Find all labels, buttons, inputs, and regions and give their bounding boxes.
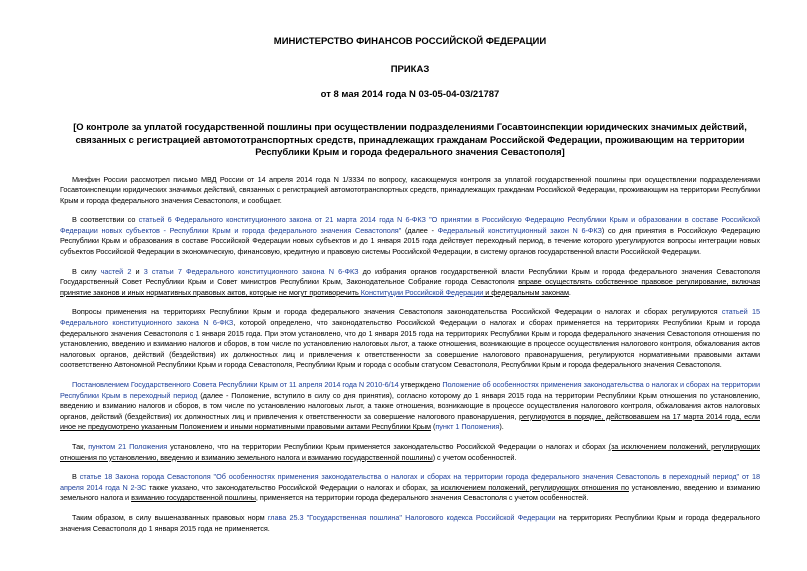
link-law-6-fkz[interactable]: Федеральный конституционный закон N 6-ФКЗ — [437, 225, 602, 235]
paragraph-5: Постановлением Государственного Совета Республики Крым от 11 апреля 2014 года N 2010-6/14 утверждено Положение об особенностях применения законодательства о налогах и сборах на территории Республики Крым в переходный период (далее - Положение, вступило в силу со дня принятия), согласно которому до 1 января 2015 года на территории Республики Крым отношения по установлению, введению и взиманию налогов и сборов, в том числе по установлению налоговых льгот, а также отношения, возникающие в процессе осуществления налогового контроля, обжалования актов налоговых органов, действий (бездействия) их должностных лиц и привлечения к ответственности за совершение налогового правонарушения, регулируются в порядке, действовавшем на 17 марта 2014 года, если иное не предусмотрено указанным Положением и иными нормативными правовыми актами Республики Крым (пункт 1 Положения). — [60, 380, 761, 432]
ministry-heading: МИНИСТЕРСТВО ФИНАНСОВ РОССИЙСКОЙ ФЕДЕРАЦИИ — [273, 36, 547, 47]
paragraph-6: Так, пунктом 21 Положения установлено, что на территории Республики Крым применяется законодательство Российской Федерации о налогах и сборах (за исключением положений, регулирующих отношения по установлению, введению и взиманию земельного налога и взиманию государственной пошлины) с учетом особенностей. — [60, 441, 760, 462]
link-tax-code-chapter-25-3[interactable]: глава 25.3 "Государственная пошлина" Налогового кодекса Российской Федерации — [267, 512, 556, 522]
document-page — [60, 36, 760, 534]
document-body — [60, 175, 760, 535]
paragraph-8: Таким образом, в силу вышеназванных правовых норм глава 25.3 "Государственная пошлина" Налогового кодекса Российской Федерации на территориях Республики Крым и города федерального значения Севастополя до 1 января 2015 года не применяется. — [60, 512, 760, 533]
link-regulation-crimea[interactable]: Положение об особенностях применения законодательства о налогах и сборах на территории Республики Крым в переходный период — [60, 380, 760, 400]
link-parts-2[interactable]: частей 2 — [100, 266, 132, 276]
paragraph-1: Минфин России рассмотрел письмо МВД России от 14 апреля 2014 года N 1/3334 по вопросу, касающемуся контроля за уплатой государственной пошлины при осуществлении подразделениями Госавтоинспекции юридических значимых действий, связанных с регистрацией автомототранспортных средств, принадлежащих гражданам Российской Федерации, проживающим на территории Республики Крым и города федерального значения Севастополя, и сообщает. — [60, 174, 760, 205]
paragraph-2: В соответствии со статьей 6 Федерального конституционного закона от 21 марта 2014 года N 6-ФКЗ "О принятии в Российскую Федерацию Республики Крым и образовании в составе Российской Федерации новых субъектов - Республики Крым и города федерального значения Севастополя" (далее - Федеральный конституционный закон N 6-ФКЗ) со дня принятия в Российскую Федерацию Республики Крым и образования в составе Российской Федерации новых субъектов и до 1 января 2015 года действует переходный период, в течение которого урегулируются вопросы интеграции новых субъектов Российской Федерации в экономическую, финансовую, кредитную и правовую системы Российской Федерации, в систему органов государственной власти Российской Федерации. — [60, 215, 760, 257]
paragraph-3: В силу частей 2 и 3 статьи 7 Федерального конституционного закона N 6-ФКЗ до избрания органов государственной власти Республики Крым и города федерального значения Севастополя Государственный Совет Республики Крым и Совет министров Республики Крым, Законодательное Собрание города Севастополя вправе осуществлять собственное правовое регулирование, включая принятие законов и иных нормативных правовых актов, которые не могут противоречить Конституции Российской Федерации и федеральным законам. — [60, 266, 761, 297]
document-subject: [О контроле за уплатой государственной пошлины при осуществлении подразделениями Госавтоинспекции юридических значимых действий, связанных с регистрацией автомототранспортных средств, принадлежащих гражданам Российской Федерации, проживающим на территории Республики Крым и города федерального значения Севастополя] — [73, 121, 747, 157]
paragraph-4: Вопросы применения на территориях Республики Крым и города федерального значения Севастополя законодательства Российской Федерации о налогах и сборах регулируются статьей 15 Федерального конституционного закона N 6-ФКЗ, которой определено, что законодательство Российской Федерации о налогах и сборах применяется на территориях Республики Крым и города федерального значения Севастополя с 1 января 2015 года. При этом установлено, что до 1 января 2015 года на территориях Республики Крым и города федерального значения Севастополя отношения по установлению, введению и взиманию налогов и сборов, в том числе по установлению налоговых льгот, а также отношения, возникающие в процессе осуществления налогового контроля, обжалования актов налоговых органов, действий (бездействия) их должностных лиц и привлечения к ответственности за совершение налогового правонарушения, регулируются нормативными правовыми актами соответственно Автономной Республики Крым и города Севастополя, Республики Крым и города с особым статусом Севастополя, Республики Крым и города федерального значения Севастополя. — [60, 307, 760, 370]
link-article-15-law-6-fkz[interactable]: статьей 15 Федерального конституционного закона N 6-ФКЗ — [60, 307, 760, 328]
link-constitution[interactable]: Конституции Российской Федерации — [360, 287, 484, 297]
link-regulation-clause-21[interactable]: пунктом 21 Положения — [88, 441, 168, 451]
paragraph-7: В статье 18 Закона города Севастополя "Об особенностях применения законодательства о налогах и сборах на территории города федерального значения Севастополь в переходный период" от 18 апреля 2014 года N 2-ЗС также указано, что законодательство Российской Федерации о налогах и сборах, за исключением положений, регулирующих отношения по установлению, введению и взиманию земельного налога и взиманию государственной пошлины, применяется на территории города федерального значения Севастополя с учетом особенностей. — [60, 472, 760, 503]
link-resolution-2010-6-14[interactable]: Постановлением Государственного Совета Республики Крым от 11 апреля 2014 года N 2010-6/14 — [72, 380, 399, 389]
link-article-7-law-6-fkz[interactable]: 3 статьи 7 Федерального конституционного закона N 6-ФКЗ — [143, 266, 359, 276]
link-sevastopol-law-2-zs[interactable]: статье 18 Закона города Севастополя "Об особенностях применения законодательства о налогах и сборах на территории города федерального значения Севастополь в переходный период" от 18 апреля 2014 года N 2-ЗС — [60, 472, 760, 492]
document-date-number: от 8 мая 2014 года N 03-05-04-03/21787 — [320, 89, 500, 100]
document-kind: ПРИКАЗ — [390, 64, 430, 75]
link-regulation-clause-1[interactable]: пункт 1 Положения — [435, 422, 500, 432]
link-law-6-fkz-article-6[interactable]: статьей 6 Федерального конституционного закона от 21 марта 2014 года N 6-ФКЗ "О принятии в Российскую Федерацию Республики Крым и образовании в составе Российской Федерации новых субъектов - Республики Крым и города федерального значения Севастополя" — [60, 215, 760, 235]
